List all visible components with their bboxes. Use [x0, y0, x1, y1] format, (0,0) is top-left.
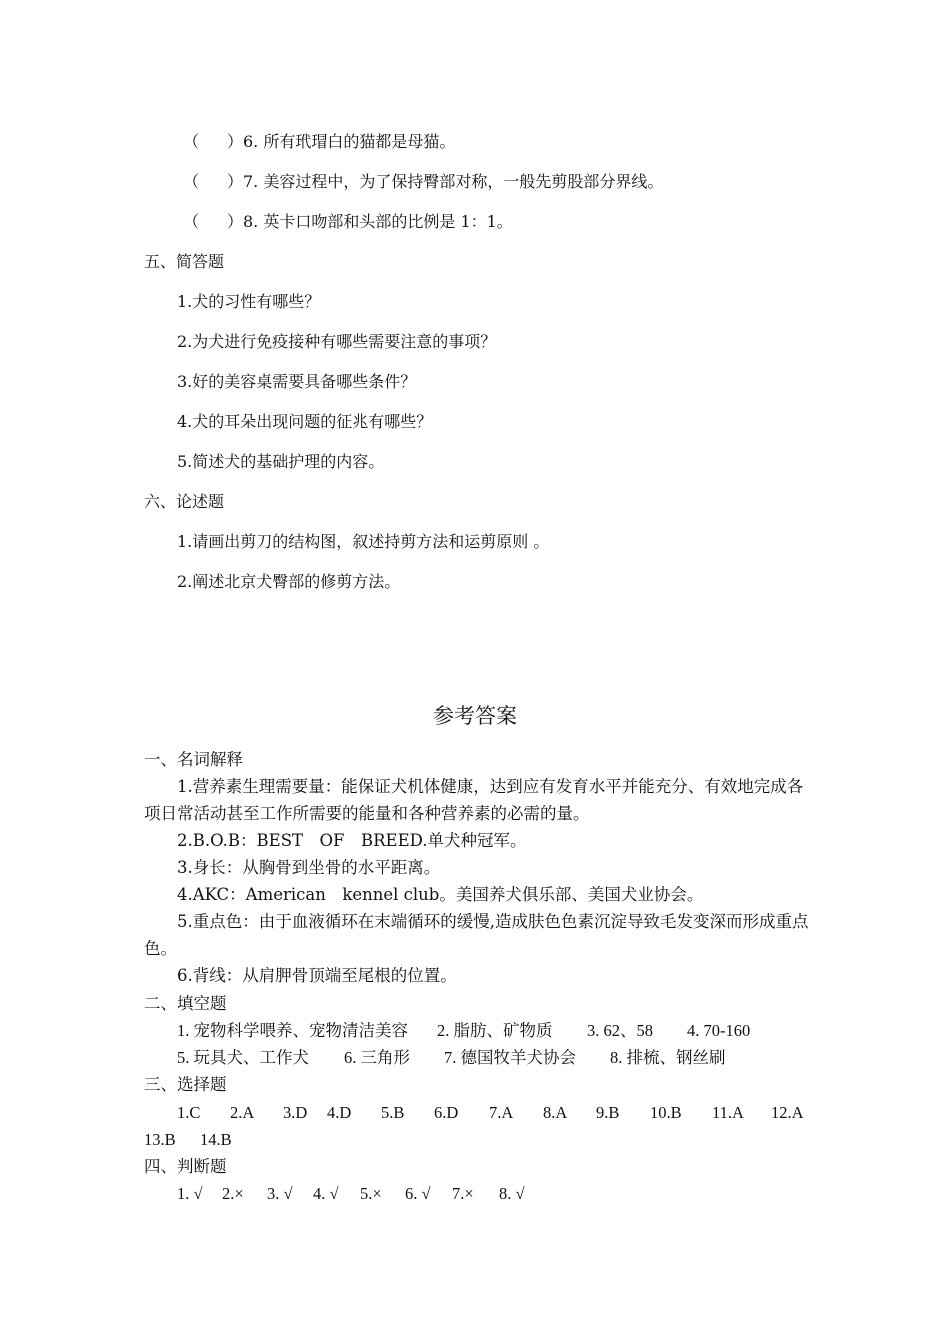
answer-line: 项日常活动甚至工作所需要的能量和各种营养素的必需的量。 — [144, 804, 590, 823]
section-title-short-answer: 五、简答题 — [144, 252, 225, 271]
choice-answer: 12.A — [771, 1103, 804, 1122]
question-item: 5.简述犬的基础护理的内容。 — [177, 452, 385, 471]
judge-answer: 5.× — [360, 1184, 382, 1203]
choice-answer: 4.D — [327, 1103, 352, 1122]
judgment-item-7 — [183, 172, 663, 192]
answers-title: 参考答案 — [433, 704, 517, 728]
answer-section-title: 三、选择题 — [144, 1075, 227, 1094]
fill-answer: 6. 三角形 — [344, 1048, 410, 1067]
judgment-text: 7. 美容过程中，为了保持臀部对称，一般先剪股部分界线。 — [243, 172, 664, 191]
fill-answer: 7. 德国牧羊犬协会 — [444, 1048, 576, 1067]
question-item: 1.犬的习性有哪些？ — [177, 292, 321, 311]
answer-line: 2.B.O.B：BEST OF BREED.单犬种冠军。 — [177, 831, 527, 850]
judgment-text: 8. 英卡口吻部和头部的比例是 1：1。 — [243, 212, 513, 231]
fill-answer: 5. 玩具犬、工作犬 — [177, 1048, 309, 1067]
choice-answer: 8.A — [543, 1103, 568, 1122]
choice-answer: 10.B — [650, 1103, 682, 1122]
judge-answer: 2.× — [222, 1184, 244, 1203]
answer-paren: （ ） — [183, 172, 244, 191]
answer-section-title: 二、填空题 — [144, 994, 227, 1013]
answer-line: 3.身长：从胸骨到坐骨的水平距离。 — [177, 858, 441, 877]
choice-answer: 5.B — [381, 1103, 405, 1122]
section-title-essay: 六、论述题 — [144, 492, 225, 511]
answer-line: 4.AKC：American kennel club。美国养犬俱乐部、美国犬业协会。 — [177, 885, 704, 904]
choice-answer: 6.D — [434, 1103, 459, 1122]
fill-answer: 8. 排梳、钢丝刷 — [610, 1048, 726, 1067]
fill-answer: 3. 62、58 — [587, 1021, 653, 1040]
choice-answer: 1.C — [177, 1103, 201, 1122]
fill-answer: 2. 脂肪、矿物质 — [437, 1021, 553, 1040]
choice-answer: 2.A — [230, 1103, 255, 1122]
choice-answer: 11.A — [712, 1103, 744, 1122]
judgment-text: 6. 所有玳瑁白的猫都是母猫。 — [243, 132, 456, 151]
judgment-item-6 — [183, 132, 455, 152]
choice-answer: 9.B — [596, 1103, 620, 1122]
answer-section-title: 一、名词解释 — [144, 750, 243, 769]
question-item: 1.请画出剪刀的结构图，叙述持剪方法和运剪原则 。 — [177, 532, 550, 551]
answer-line: 色。 — [144, 939, 177, 958]
question-item: 3.好的美容桌需要具备哪些条件？ — [177, 372, 417, 391]
question-item: 2.阐述北京犬臀部的修剪方法。 — [177, 572, 401, 591]
question-item: 2.为犬进行免疫接种有哪些需要注意的事项？ — [177, 332, 497, 351]
answer-line: 1.营养素生理需要量：能保证犬机体健康，达到应有发育水平并能充分、有效地完成各 — [177, 777, 804, 796]
answer-paren: （ ） — [183, 132, 244, 151]
judge-answer: 3. √ — [267, 1184, 293, 1203]
judge-answer: 1. √ — [177, 1184, 203, 1203]
answer-line: 6.背线：从肩胛骨顶端至尾根的位置。 — [177, 966, 457, 985]
judge-answer: 7.× — [452, 1184, 474, 1203]
choice-answer: 7.A — [489, 1103, 514, 1122]
choice-answer: 13.B — [144, 1130, 176, 1149]
fill-answer: 4. 70-160 — [687, 1021, 751, 1040]
fill-answer: 1. 宠物科学喂养、宠物清洁美容 — [177, 1021, 408, 1040]
judgment-item-8 — [183, 212, 513, 232]
judge-answer: 4. √ — [313, 1184, 339, 1203]
judge-answer: 8. √ — [499, 1184, 525, 1203]
choice-answer: 3.D — [283, 1103, 308, 1122]
question-item: 4.犬的耳朵出现问题的征兆有哪些？ — [177, 412, 433, 431]
answer-paren: （ ） — [183, 212, 244, 231]
answer-line: 5.重点色：由于血液循环在末端循环的缓慢,造成肤色色素沉淀导致毛发变深而形成重点 — [177, 912, 809, 931]
judge-answer: 6. √ — [405, 1184, 431, 1203]
answer-section-title: 四、判断题 — [144, 1157, 227, 1176]
choice-answer: 14.B — [200, 1130, 232, 1149]
